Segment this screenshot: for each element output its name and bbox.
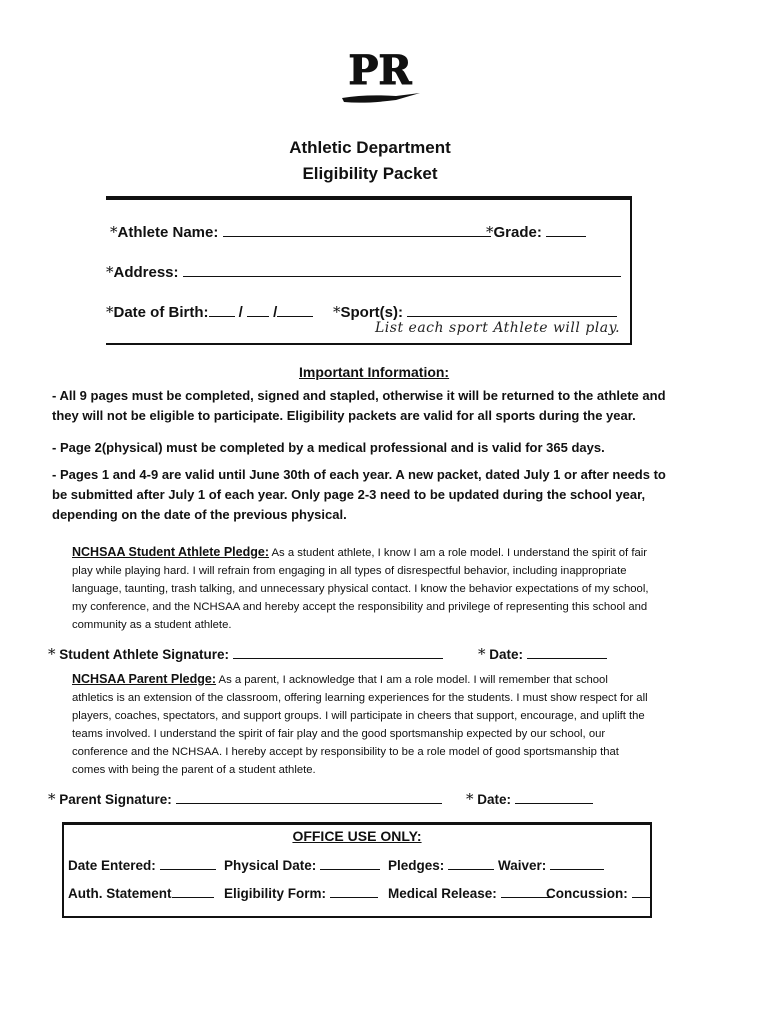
physical-date-line[interactable] xyxy=(320,855,380,870)
sports-field[interactable] xyxy=(333,302,617,321)
dob-day-line[interactable] xyxy=(247,302,269,317)
date-entered-field[interactable] xyxy=(68,855,216,873)
athlete-name-line[interactable] xyxy=(223,222,491,237)
athlete-name-label: Athlete Name: xyxy=(117,224,219,241)
grade-field[interactable] xyxy=(486,222,586,241)
concussion-label: Concussion: xyxy=(546,886,628,901)
auth-statement-label: Auth. Statement xyxy=(68,886,172,901)
concussion-line[interactable] xyxy=(632,883,652,898)
parent-signature-field[interactable] xyxy=(48,789,442,808)
dob-label: Date of Birth: xyxy=(113,304,209,321)
date-entered-label: Date Entered: xyxy=(68,858,156,873)
parent-date-label: Date: xyxy=(477,792,512,807)
student-pledge-text: As a student athlete, I know I am a role model. I understand the spirit of fair play while playing hard. I will refrain from engaging in all types of disrespectful behavior, including inappropriate language, taunting, trash talking, and unnecessary physical contact. I know the behavior expectations of my school, my conference, and the NCHSAA and hereby accept the responsibility and privilege of representing this school and community as a student athlete. xyxy=(72,547,649,631)
waiver-field[interactable] xyxy=(498,855,604,873)
required-mark: * xyxy=(466,790,474,808)
parent-signature-label: Parent Signature: xyxy=(59,792,172,807)
office-use-box xyxy=(62,822,652,918)
medical-release-label: Medical Release: xyxy=(388,886,497,901)
dob-field[interactable]: *Date of Birth: / / xyxy=(106,302,313,321)
athlete-name-field[interactable] xyxy=(110,222,491,241)
packet-title: Eligibility Packet xyxy=(302,164,438,183)
required-mark: * xyxy=(106,263,114,281)
info-item-2: - Page 2(physical) must be completed by a medical professional and is valid for 365 days. xyxy=(52,440,605,455)
eligibility-form-field[interactable] xyxy=(224,883,378,901)
physical-date-label: Physical Date: xyxy=(224,858,317,873)
logo-text: PR xyxy=(348,48,412,94)
student-date-field[interactable] xyxy=(478,644,607,663)
student-pledge-heading: NCHSAA Student Athlete Pledge: xyxy=(72,545,269,559)
info-item-1: - All 9 pages must be completed, signed and stapled, otherwise it will be returned to the athlete and they will not be eligible to participate. Eligibility packets are valid for all sports during the year. xyxy=(52,388,666,423)
address-label: Address: xyxy=(113,264,179,281)
required-mark: * xyxy=(486,223,494,241)
office-heading: OFFICE USE ONLY: xyxy=(292,828,422,844)
required-mark: * xyxy=(48,790,56,808)
student-date-line[interactable] xyxy=(527,644,607,659)
medical-release-line[interactable] xyxy=(501,883,553,898)
eligibility-form-label: Eligibility Form: xyxy=(224,886,327,901)
waiver-line[interactable] xyxy=(550,855,604,870)
auth-statement-line[interactable] xyxy=(172,883,214,898)
important-heading: Important Information: xyxy=(299,364,450,380)
school-logo xyxy=(336,48,424,112)
date-entered-line[interactable] xyxy=(160,855,216,870)
auth-statement-field[interactable] xyxy=(68,883,214,901)
dob-year-line[interactable] xyxy=(277,302,313,317)
required-mark: * xyxy=(478,645,486,663)
student-signature-line[interactable] xyxy=(233,644,443,659)
student-date-label: Date: xyxy=(489,647,524,662)
address-line[interactable] xyxy=(183,262,621,277)
grade-label: Grade: xyxy=(493,224,542,241)
pledges-line[interactable] xyxy=(448,855,494,870)
required-mark: * xyxy=(110,223,118,241)
department-title: Athletic Department xyxy=(289,138,451,157)
required-mark: * xyxy=(48,645,56,663)
parent-date-line[interactable] xyxy=(515,789,593,804)
eligibility-form-line[interactable] xyxy=(330,883,378,898)
parent-pledge xyxy=(72,670,652,779)
concussion-field[interactable] xyxy=(546,883,652,901)
student-signature-label: Student Athlete Signature: xyxy=(59,647,230,662)
parent-pledge-heading: NCHSAA Parent Pledge: xyxy=(72,672,217,686)
required-mark: * xyxy=(106,303,114,321)
waiver-label: Waiver: xyxy=(498,858,547,873)
grade-line[interactable] xyxy=(546,222,586,237)
sports-handwritten-note: List each sport Athlete will play. xyxy=(375,320,621,336)
pledges-field[interactable] xyxy=(388,855,494,873)
parent-signature-line[interactable] xyxy=(176,789,442,804)
parent-pledge-text: As a parent, I acknowledge that I am a role model. I will remember that school athletics is an extension of the classroom, offering learning experiences for the students. I must show respect for all players, coaches, spectators, and support groups. I will participate in cheers that support, encourage, and uplift the teams involved. I understand the spirit of fair play and the good sportsmanship expected by our school, our conference and the NCHSAA. I hereby accept by responsibility to be a role model of good sportsmanship that comes with being the parent of a student athlete. xyxy=(72,674,648,776)
sports-label: Sport(s): xyxy=(340,304,403,321)
pledges-label: Pledges: xyxy=(388,858,445,873)
address-field[interactable] xyxy=(106,262,621,281)
physical-date-field[interactable] xyxy=(224,855,380,873)
student-signature-field[interactable] xyxy=(48,644,443,663)
dob-month-line[interactable] xyxy=(209,302,235,317)
info-item-3: - Pages 1 and 4-9 are valid until June 30th of each year. A new packet, dated July 1 or after needs to be submitted after July 1 of each year. Only page 2-3 need to be updated during the school year, depending on the date of the previous physical. xyxy=(52,467,666,522)
required-mark: * xyxy=(333,303,341,321)
student-pledge xyxy=(72,543,652,634)
medical-release-field[interactable] xyxy=(388,883,553,901)
sports-line[interactable] xyxy=(407,302,617,317)
parent-date-field[interactable] xyxy=(466,789,593,808)
